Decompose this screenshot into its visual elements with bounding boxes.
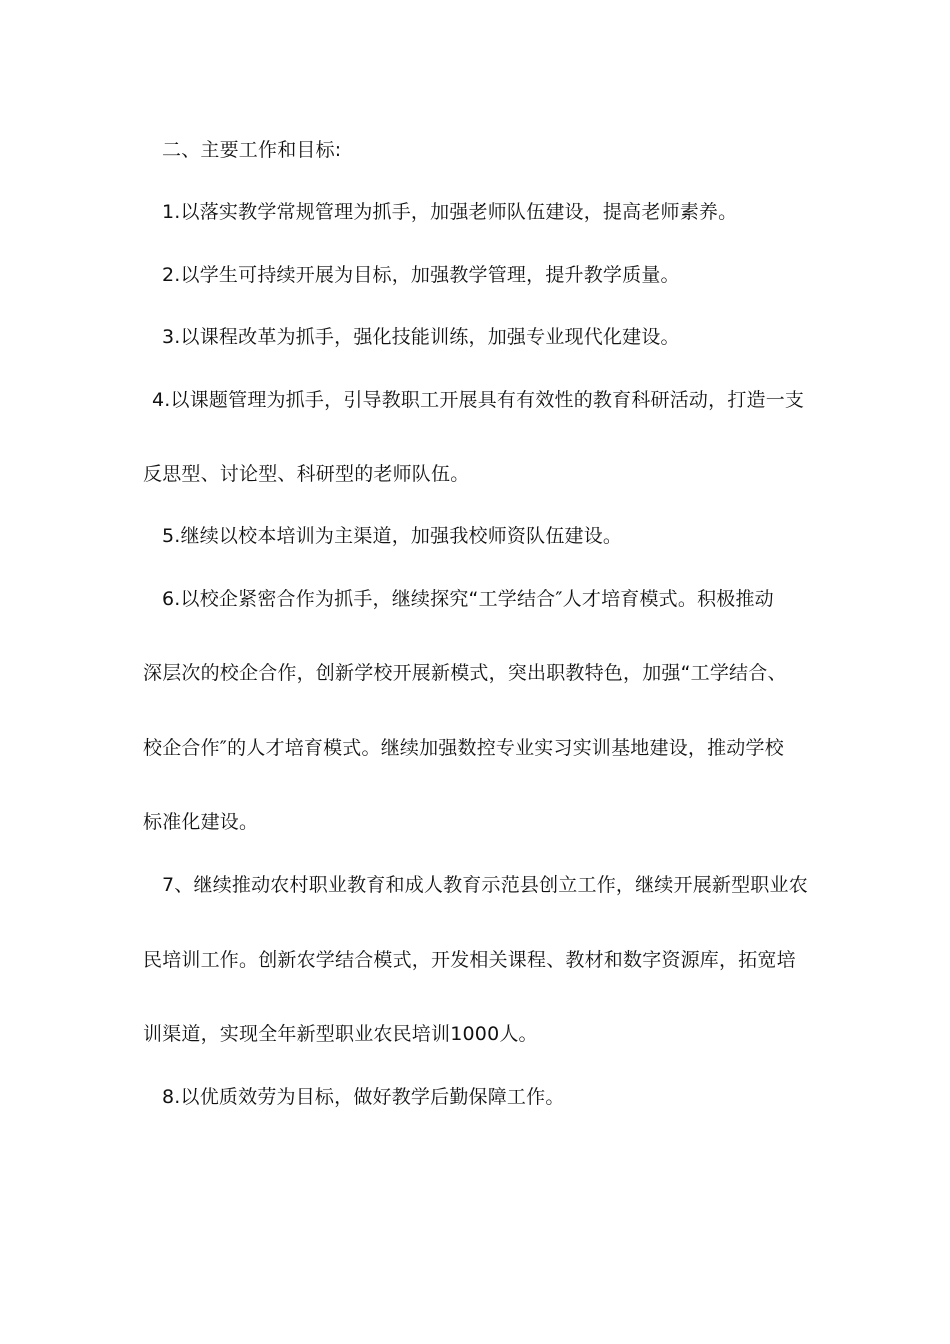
item-1-line-1: 1.以落实教学常规管理为抓手，加强老师队伍建设，提高老师素养。 xyxy=(162,201,738,223)
item-5-line-1: 5.继续以校本培训为主渠道，加强我校师资队伍建设。 xyxy=(162,525,623,547)
item-4-line-2: 反思型、讨论型、科研型的老师队伍。 xyxy=(143,463,470,485)
item-6-line-1: 6.以校企紧密合作为抓手，继续探究“工学结合″人才培育模式。积极推动 xyxy=(162,588,774,610)
item-6-line-4: 标准化建设。 xyxy=(143,811,259,833)
section-heading: 二、主要工作和目标: xyxy=(162,139,342,161)
item-6-line-3: 校企合作″的人才培育模式。继续加强数控专业实习实训基地建设，推动学校 xyxy=(143,737,784,759)
item-7-line-3: 训渠道，实现全年新型职业农民培训1000人。 xyxy=(143,1023,538,1045)
item-6-line-2: 深层次的校企合作，创新学校开展新模式，突出职教特色，加强“工学结合、 xyxy=(143,662,787,684)
item-4-line-1: 4.以课题管理为抓手，引导教职工开展具有有效性的教育科研活动，打造一支 xyxy=(152,389,805,411)
item-3-line-1: 3.以课程改革为抓手，强化技能训练，加强专业现代化建设。 xyxy=(162,326,680,348)
item-7-line-2: 民培训工作。创新农学结合模式，开发相关课程、教材和数字资源库，拓宽培 xyxy=(143,949,796,971)
item-7-line-1: 7、继续推动农村职业教育和成人教育示范县创立工作，继续开展新型职业农 xyxy=(162,874,808,896)
item-2-line-1: 2.以学生可持续开展为目标，加强教学管理，提升教学质量。 xyxy=(162,264,680,286)
item-8-line-1: 8.以优质效劳为目标，做好教学后勤保障工作。 xyxy=(162,1086,565,1108)
